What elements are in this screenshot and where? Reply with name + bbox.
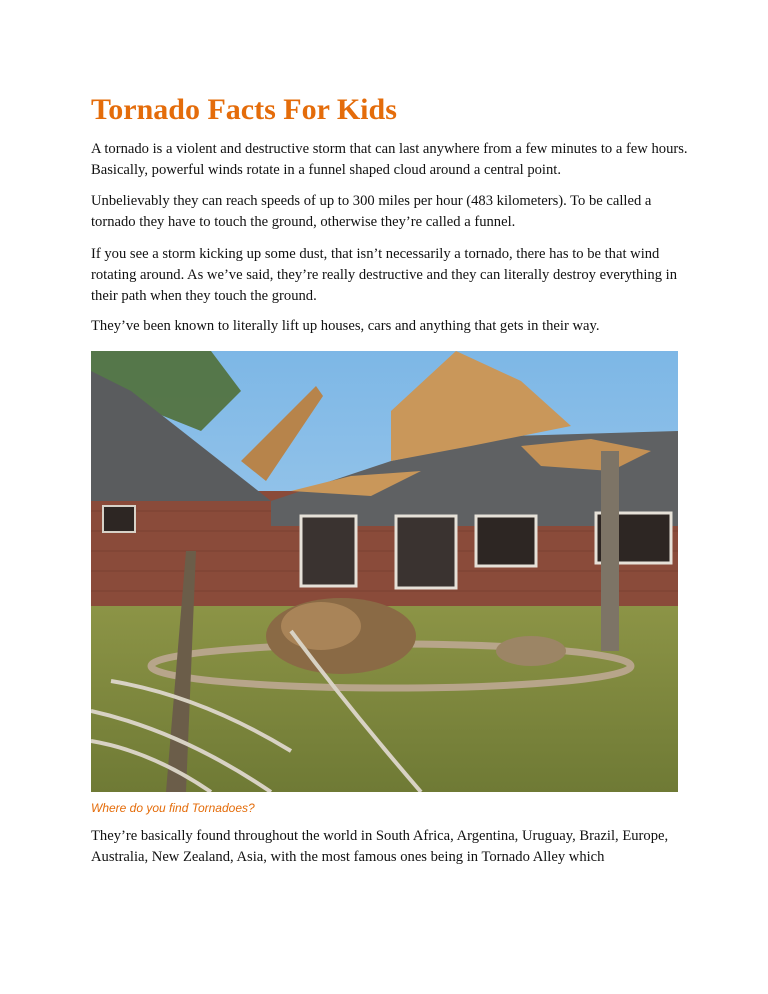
paragraph-intro: A tornado is a violent and destructive storm that can last anywhere from a few minutes to a few hours. Basically, powerful winds rotate in a funnel shaped cloud around a central point. [91,141,688,178]
window-left [103,506,135,532]
section-subheading: Where do you find Tornadoes? [91,801,255,815]
patio-door-left [301,516,356,586]
paragraph-lift: They’ve been known to literally lift up houses, cars and anything that gets in their way. [91,318,600,334]
paragraph-speed: Unbelievably they can reach speeds of up to 300 miles per hour (483 kilometers). To be called a tornado they have to touch the ground, otherwise they’re called a funnel. [91,193,652,230]
window-center [476,516,536,566]
paragraph-locations: They’re basically found throughout the world in South Africa, Argentina, Uruguay, Brazil, Europe, Australia, New Zealand, Asia, with the most famous ones being in Tornado Alley which [91,828,669,865]
tree-trunk-right [601,451,619,651]
page-title: Tornado Facts For Kids [91,93,397,126]
patio-door-center [396,516,456,588]
paragraph-dust: If you see a storm kicking up some dust, that isn’t necessarily a tornado, there has to be that wind rotating around. As we’ve said, they’re really destructive and they can literally destroy everything in their path when they touch the ground. [91,246,677,304]
tornado-damage-photo [91,351,678,792]
